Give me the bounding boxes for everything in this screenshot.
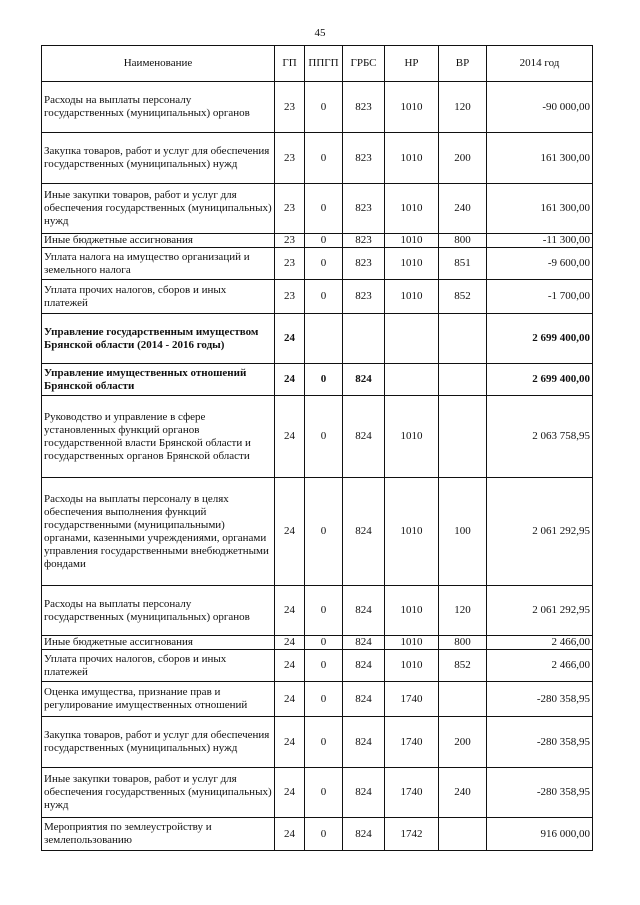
row-gp: 23 — [275, 184, 305, 234]
row-nr: 1740 — [385, 717, 439, 768]
row-amount: 161 300,00 — [487, 133, 593, 184]
row-gp: 24 — [275, 717, 305, 768]
row-name: Расходы на выплаты персоналу в целях обеспечения выполнения функций государственными (муниципальными) органами, казенными учреждениями, органами управления государственными внебюджетными фондами — [42, 478, 275, 586]
table-row — [42, 636, 593, 650]
row-name: Расходы на выплаты персоналу государственных (муниципальных) органов — [42, 586, 275, 636]
row-name: Управление государственным имуществом Брянской области (2014 - 2016 годы) — [42, 314, 275, 364]
row-grbs — [343, 314, 385, 364]
row-gp: 23 — [275, 133, 305, 184]
header-ppgp: ППГП — [305, 46, 343, 82]
table-row — [42, 717, 593, 768]
row-nr: 1010 — [385, 133, 439, 184]
row-vr: 852 — [439, 280, 487, 314]
row-ppgp: 0 — [305, 133, 343, 184]
row-vr: 120 — [439, 82, 487, 133]
row-ppgp — [305, 314, 343, 364]
row-amount: -9 600,00 — [487, 248, 593, 280]
row-grbs: 824 — [343, 478, 385, 586]
row-name: Закупка товаров, работ и услуг для обеспечения государственных (муниципальных) нужд — [42, 133, 275, 184]
row-nr: 1010 — [385, 478, 439, 586]
header-grbs: ГРБС — [343, 46, 385, 82]
row-amount: 2 699 400,00 — [487, 364, 593, 396]
table-row — [42, 650, 593, 682]
row-ppgp: 0 — [305, 280, 343, 314]
row-grbs: 824 — [343, 586, 385, 636]
row-ppgp: 0 — [305, 818, 343, 851]
row-grbs: 823 — [343, 234, 385, 248]
table-row — [42, 768, 593, 818]
page-number: 45 — [314, 27, 326, 39]
row-ppgp: 0 — [305, 636, 343, 650]
row-name: Иные бюджетные ассигнования — [42, 234, 275, 248]
row-amount: -90 000,00 — [487, 82, 593, 133]
header-nr: НР — [385, 46, 439, 82]
budget-table — [41, 45, 593, 851]
row-vr: 240 — [439, 768, 487, 818]
row-ppgp: 0 — [305, 184, 343, 234]
table-row — [42, 280, 593, 314]
row-gp: 24 — [275, 636, 305, 650]
row-grbs: 823 — [343, 248, 385, 280]
row-grbs: 824 — [343, 818, 385, 851]
row-gp: 24 — [275, 396, 305, 478]
table-row — [42, 818, 593, 851]
row-gp: 24 — [275, 650, 305, 682]
row-name: Мероприятия по землеустройству и землепользованию — [42, 818, 275, 851]
row-ppgp: 0 — [305, 768, 343, 818]
table-row — [42, 314, 593, 364]
row-nr: 1010 — [385, 280, 439, 314]
row-gp: 24 — [275, 314, 305, 364]
row-amount: 2 466,00 — [487, 650, 593, 682]
row-name: Уплата налога на имущество организаций и земельного налога — [42, 248, 275, 280]
row-name: Управление имущественных отношений Брянской области — [42, 364, 275, 396]
row-nr: 1740 — [385, 768, 439, 818]
row-ppgp: 0 — [305, 248, 343, 280]
row-amount: -280 358,95 — [487, 682, 593, 717]
row-amount: 2 699 400,00 — [487, 314, 593, 364]
row-amount: 161 300,00 — [487, 184, 593, 234]
row-grbs: 824 — [343, 682, 385, 717]
row-amount: 2 061 292,95 — [487, 586, 593, 636]
row-name: Уплата прочих налогов, сборов и иных платежей — [42, 650, 275, 682]
row-nr — [385, 314, 439, 364]
row-grbs: 823 — [343, 280, 385, 314]
row-amount: 916 000,00 — [487, 818, 593, 851]
row-grbs: 824 — [343, 768, 385, 818]
row-gp: 23 — [275, 82, 305, 133]
row-grbs: 823 — [343, 82, 385, 133]
row-ppgp: 0 — [305, 717, 343, 768]
row-amount: -280 358,95 — [487, 768, 593, 818]
row-vr — [439, 818, 487, 851]
row-vr — [439, 682, 487, 717]
row-vr: 120 — [439, 586, 487, 636]
row-ppgp: 0 — [305, 234, 343, 248]
table-row — [42, 682, 593, 717]
row-gp: 24 — [275, 818, 305, 851]
row-vr: 100 — [439, 478, 487, 586]
row-nr: 1010 — [385, 82, 439, 133]
row-amount: 2 061 292,95 — [487, 478, 593, 586]
table-row — [42, 234, 593, 248]
row-vr — [439, 364, 487, 396]
row-grbs: 824 — [343, 636, 385, 650]
row-ppgp: 0 — [305, 650, 343, 682]
row-ppgp: 0 — [305, 364, 343, 396]
row-nr: 1010 — [385, 396, 439, 478]
row-grbs: 823 — [343, 184, 385, 234]
row-vr: 200 — [439, 133, 487, 184]
row-name: Оценка имущества, признание прав и регулирование имущественных отношений — [42, 682, 275, 717]
row-grbs: 824 — [343, 396, 385, 478]
row-name: Иные закупки товаров, работ и услуг для обеспечения государственных (муниципальных) нужд — [42, 768, 275, 818]
row-gp: 24 — [275, 364, 305, 396]
row-ppgp: 0 — [305, 478, 343, 586]
header-amount: 2014 год — [487, 46, 593, 82]
table-row — [42, 248, 593, 280]
row-nr: 1010 — [385, 586, 439, 636]
row-amount: -1 700,00 — [487, 280, 593, 314]
row-amount: 2 063 758,95 — [487, 396, 593, 478]
table-row — [42, 396, 593, 478]
row-nr: 1010 — [385, 650, 439, 682]
row-vr — [439, 396, 487, 478]
header-name: Наименование — [42, 46, 275, 82]
row-name: Руководство и управление в сфере установленных функций органов государственной власти Брянской области и государственных органов Брянской области — [42, 396, 275, 478]
row-gp: 23 — [275, 248, 305, 280]
row-vr: 200 — [439, 717, 487, 768]
row-nr: 1010 — [385, 234, 439, 248]
row-grbs: 824 — [343, 364, 385, 396]
row-grbs: 824 — [343, 650, 385, 682]
table-row — [42, 586, 593, 636]
row-grbs: 824 — [343, 717, 385, 768]
row-ppgp: 0 — [305, 586, 343, 636]
row-nr: 1010 — [385, 248, 439, 280]
row-name: Иные бюджетные ассигнования — [42, 636, 275, 650]
row-name: Уплата прочих налогов, сборов и иных платежей — [42, 280, 275, 314]
row-vr — [439, 314, 487, 364]
row-gp: 24 — [275, 682, 305, 717]
row-nr — [385, 364, 439, 396]
table-header-row — [42, 46, 593, 82]
row-nr: 1742 — [385, 818, 439, 851]
row-vr: 800 — [439, 234, 487, 248]
row-gp: 24 — [275, 768, 305, 818]
row-nr: 1740 — [385, 682, 439, 717]
row-vr: 800 — [439, 636, 487, 650]
row-ppgp: 0 — [305, 396, 343, 478]
row-nr: 1010 — [385, 184, 439, 234]
row-ppgp: 0 — [305, 682, 343, 717]
table-row — [42, 184, 593, 234]
row-vr: 851 — [439, 248, 487, 280]
row-amount: -11 300,00 — [487, 234, 593, 248]
row-amount: -280 358,95 — [487, 717, 593, 768]
table-row — [42, 478, 593, 586]
row-name: Закупка товаров, работ и услуг для обеспечения государственных (муниципальных) нужд — [42, 717, 275, 768]
header-gp: ГП — [275, 46, 305, 82]
row-amount: 2 466,00 — [487, 636, 593, 650]
row-ppgp: 0 — [305, 82, 343, 133]
table-row — [42, 82, 593, 133]
table-row — [42, 364, 593, 396]
row-gp: 24 — [275, 586, 305, 636]
row-vr: 852 — [439, 650, 487, 682]
table-row — [42, 133, 593, 184]
row-vr: 240 — [439, 184, 487, 234]
row-name: Иные закупки товаров, работ и услуг для обеспечения государственных (муниципальных) нужд — [42, 184, 275, 234]
header-vr: ВР — [439, 46, 487, 82]
row-nr: 1010 — [385, 636, 439, 650]
row-name: Расходы на выплаты персоналу государственных (муниципальных) органов — [42, 82, 275, 133]
row-gp: 24 — [275, 478, 305, 586]
row-gp: 23 — [275, 234, 305, 248]
row-grbs: 823 — [343, 133, 385, 184]
row-gp: 23 — [275, 280, 305, 314]
